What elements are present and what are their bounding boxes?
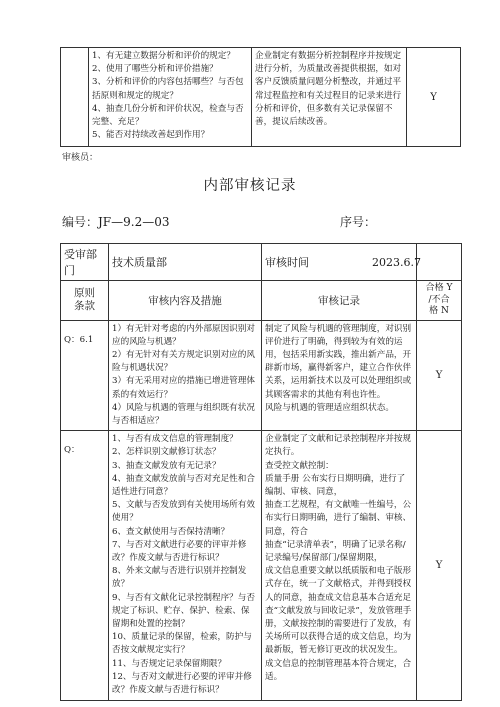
previous-page-table xyxy=(60,47,461,147)
record-cell xyxy=(262,320,417,431)
conformity-mark: Y xyxy=(407,48,461,147)
conformity-mark: Y xyxy=(417,431,462,701)
audit-record: 企业制定有数据分析控制程序并按规定进行分析，为质量改善提供根据，如对客户反馈质量问题分析整改，并通过平常过程监控和有关过程目的记录来进行分析和评价，但多数有关记录保留不善，提议后续改善。 xyxy=(255,51,402,128)
audit-questions: 1、有无建立数据分析和评价的规定？ 2、使用了哪些分析和评价措施？ 3、分析和评价的内容包括哪些？与否包括原则和规定的规定？ 4、抽查几份分析和评价状况，检查与否完整、充足？ 5、能否对持续改善起到作用？ xyxy=(92,51,244,141)
header-row xyxy=(61,281,462,321)
clause-header: 原则 条款 xyxy=(61,281,109,321)
content-cell xyxy=(89,48,252,147)
content-header: 审核内容及措施 xyxy=(109,281,262,321)
content-cell xyxy=(109,431,262,701)
audit-record: 制定了风险与机遇的管理制度，对识别评价进行了明确，得到较为有效的运用，包括采用新实践，推出新产品，开辟新市场，赢得新客户，建立合作伙伴关系，运用新技术以及可以处理组织或其顾客需求的其他有利也许性。 风险与机遇的管理适应组织状态。 xyxy=(265,323,412,413)
clause-cell: Q：6.1 xyxy=(61,320,109,431)
conformity-mark: Y xyxy=(417,320,462,431)
department-value: 技术质量部 xyxy=(109,244,262,281)
record-header: 审核记录 xyxy=(262,281,417,321)
record-cell xyxy=(262,431,417,701)
table-row xyxy=(61,431,462,701)
department-label: 受审部门 xyxy=(61,244,109,281)
content-cell xyxy=(109,320,262,431)
record-cell xyxy=(252,48,407,147)
sequence-number-label: 序号： xyxy=(340,215,377,229)
clause-cell xyxy=(61,48,89,147)
clause-cell: Q： xyxy=(61,431,109,701)
audit-record: 企业制定了文献和记录控制程序并按规定执行。 查受控文献控制： 质量手册 公布实行日期明确，进行了编制、审核、同意， 抽查工艺规程，有文献唯一性编号，公布实行日期明确，进行了编制、审核、同意，符合 抽查“记录清单表”，明确了记录名称/记录编号/保留部门/保留期限， 成文信息重要文献以纸质版和电子版形式存在，统一了文献格式，并得到授权人的同意，抽查成文信息基本合适充足 查“文献发放与回收记录”，发放管理手册，文献按控制的需要进行了发放，有关场所可以获得合适的成文信息，均为最新版，暂无修订更改的状况发生。 成文信息的控制管理基本符合规定，合适。 xyxy=(265,434,412,682)
audit-time-label: 审核时间 xyxy=(262,244,417,281)
audit-questions: 1）有无针对考虑的内外部原因识别对应的风险与机遇？ 2）有无针对有关方规定识别对应的风险与机遇状况？ 3）有无采用对应的措施已增进管理体系的有效运行？ 4）风险与机遇的管理与组织既有状况与否相适应？ xyxy=(112,323,255,426)
table-row xyxy=(61,48,461,147)
info-row xyxy=(61,244,462,281)
reviewer-label: 审核员： xyxy=(62,153,99,163)
audit-questions: 1、与否有成文信息的管理制度？ 2、怎样识别文献修订状态？ 3、抽查文献发放有无记录？ 4、抽查文献发放前与否对充足性和合适性进行同意？ 5、文献与否发放到有关使用场所有效使用？ 6、查文献使用与否保持清晰？ 7、与否对文献进行必要的评审并修改？作废文献与否进行标识？ 8、外来文献与否进行识别并控制发放？ 9、与否有文献化记录控制程序？与否规定了标识、贮存、保护、检索、保留期和处置的控制？ 10、质量记录的保留，检索，防护与否按文献规定实行？ 11、与否规定记录保留期限？ 12、与否对文献进行必要的评审并修改？作废文献与否进行标识？ xyxy=(112,434,255,695)
document-number: 编号：JF—9.2—03 xyxy=(62,215,170,229)
conformity-header: 合格 Y /不合 格 N xyxy=(417,281,462,321)
audit-time-value: 2023.6.7 xyxy=(417,244,462,281)
audit-record-table xyxy=(60,243,462,701)
page-title: 内部审核记录 xyxy=(203,178,297,194)
table-row xyxy=(61,320,462,431)
